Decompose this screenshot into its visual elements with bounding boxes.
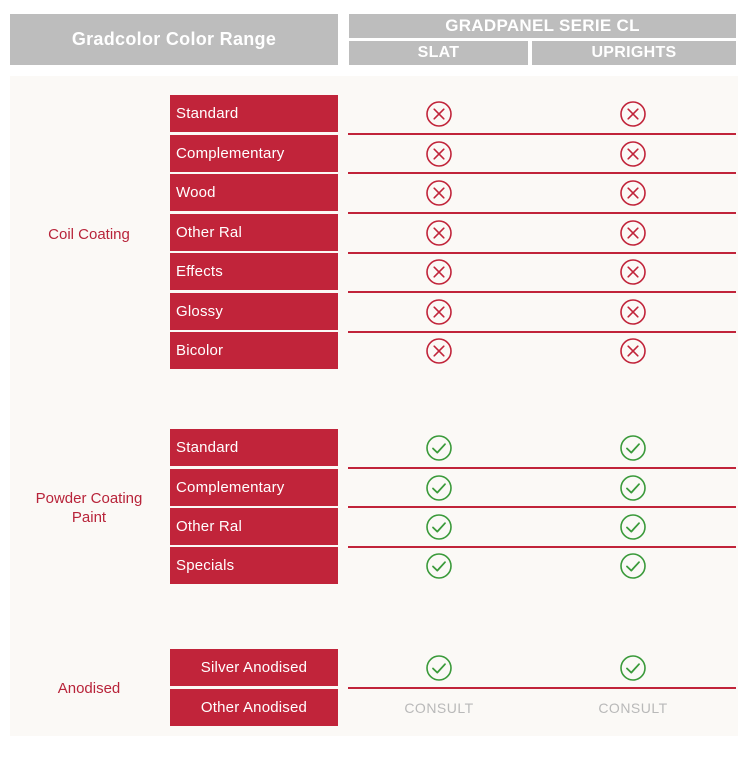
row-label: Complementary bbox=[170, 135, 338, 172]
check-circle-icon bbox=[619, 513, 647, 541]
cross-circle-icon bbox=[425, 100, 453, 128]
cross-circle-icon bbox=[619, 140, 647, 168]
group-label-powder-coating bbox=[14, 489, 164, 527]
row-separator bbox=[348, 172, 736, 174]
cross-circle-icon bbox=[425, 219, 453, 247]
check-circle-icon bbox=[619, 434, 647, 462]
check-circle-icon bbox=[425, 474, 453, 502]
cross-circle-icon bbox=[425, 298, 453, 326]
row-label: Other Anodised bbox=[170, 689, 338, 726]
consult-label-slat: CONSULT bbox=[404, 700, 474, 716]
cross-circle-icon bbox=[619, 100, 647, 128]
table-title: Gradcolor Color Range bbox=[10, 14, 338, 65]
row-separator bbox=[348, 467, 736, 469]
column-header-slat: SLAT bbox=[349, 41, 528, 65]
row-separator bbox=[348, 506, 736, 508]
row-label: Wood bbox=[170, 174, 338, 211]
group-label-line: Paint bbox=[71, 509, 107, 526]
row-label: Standard bbox=[170, 95, 338, 132]
cross-circle-icon bbox=[425, 179, 453, 207]
cross-circle-icon bbox=[619, 298, 647, 326]
cross-circle-icon bbox=[425, 337, 453, 365]
group-label-anodised: Anodised bbox=[57, 680, 121, 697]
cross-circle-icon bbox=[619, 219, 647, 247]
row-label: Other Ral bbox=[170, 214, 338, 251]
check-circle-icon bbox=[425, 513, 453, 541]
cross-circle-icon bbox=[619, 179, 647, 207]
table-body-background bbox=[10, 76, 738, 736]
row-label: Glossy bbox=[170, 293, 338, 330]
row-separator bbox=[348, 291, 736, 293]
row-label: Bicolor bbox=[170, 332, 338, 369]
row-label: Specials bbox=[170, 547, 338, 584]
group-label-line: Powder Coating bbox=[35, 490, 143, 507]
cross-circle-icon bbox=[619, 258, 647, 286]
consult-label-uprights: CONSULT bbox=[598, 700, 668, 716]
cross-circle-icon bbox=[425, 140, 453, 168]
cross-circle-icon bbox=[619, 337, 647, 365]
check-circle-icon bbox=[425, 552, 453, 580]
check-circle-icon bbox=[425, 654, 453, 682]
row-separator bbox=[348, 133, 736, 135]
row-separator bbox=[348, 687, 736, 689]
row-label: Standard bbox=[170, 429, 338, 466]
row-separator bbox=[348, 252, 736, 254]
row-label: Silver Anodised bbox=[170, 649, 338, 686]
check-circle-icon bbox=[619, 474, 647, 502]
row-separator bbox=[348, 331, 736, 333]
group-label-coil-coating: Coil Coating bbox=[48, 226, 130, 243]
cross-circle-icon bbox=[425, 258, 453, 286]
row-separator bbox=[348, 212, 736, 214]
row-label: Other Ral bbox=[170, 508, 338, 545]
row-label: Effects bbox=[170, 253, 338, 290]
column-header-uprights: UPRIGHTS bbox=[532, 41, 736, 65]
check-circle-icon bbox=[425, 434, 453, 462]
row-separator bbox=[348, 546, 736, 548]
row-label: Complementary bbox=[170, 469, 338, 506]
check-circle-icon bbox=[619, 552, 647, 580]
product-header: GRADPANEL SERIE CL bbox=[349, 14, 736, 38]
check-circle-icon bbox=[619, 654, 647, 682]
